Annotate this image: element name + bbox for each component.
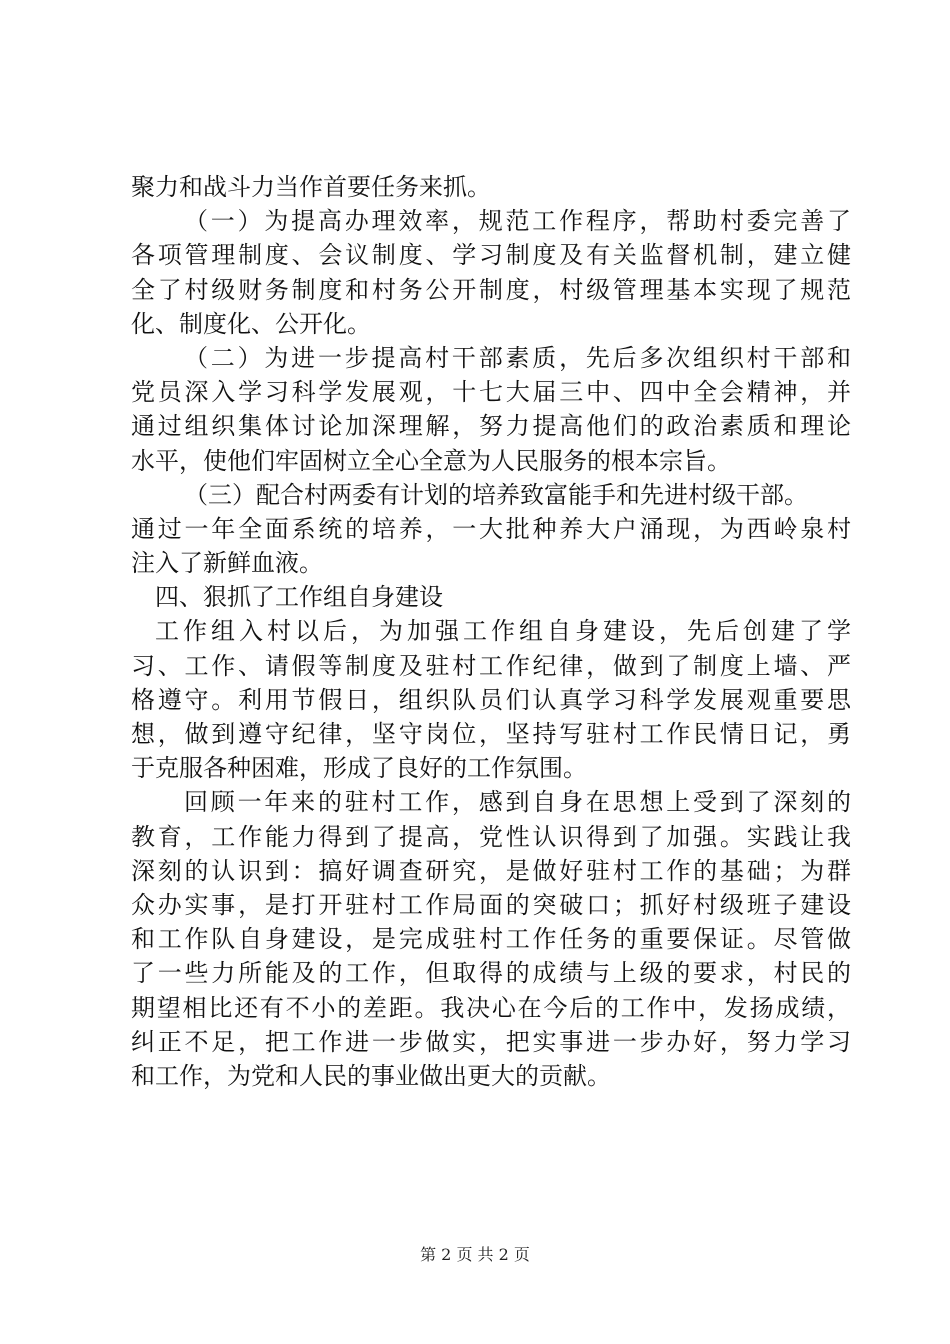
text-line: 纠正不足，把工作进一步做实，把实事进一步办好，努力学习 — [131, 1027, 851, 1056]
text-line: 习、工作、请假等制度及驻村工作纪律，做到了制度上墙、严 — [131, 651, 851, 680]
text-line: 了一些力所能及的工作，但取得的成绩与上级的要求，村民的 — [131, 959, 851, 988]
text-line: 水平，使他们牢固树立全心全意为人民服务的根本宗旨。 — [131, 446, 731, 475]
text-line: 注入了新鲜血液。 — [131, 549, 323, 578]
text-line: 通过组织集体讨论加深理解，努力提高他们的政治素质和理论 — [131, 412, 851, 441]
text-line: 回顾一年来的驻村工作，感到自身在思想上受到了深刻的 — [184, 788, 851, 817]
section-heading: 四、狠抓了工作组自身建设 — [155, 583, 443, 612]
page-number-footer: 第 2 页 共 2 页 — [420, 1245, 530, 1264]
text-line: 工作组入村以后，为加强工作组自身建设，先后创建了学 — [155, 617, 851, 646]
text-line: 和工作，为党和人民的事业做出更大的贡献。 — [131, 1061, 611, 1090]
text-line: （三）配合村两委有计划的培养致富能手和先进村级干部。 — [184, 480, 808, 509]
text-line: （一）为提高办理效率，规范工作程序，帮助村委完善了 — [184, 207, 851, 236]
text-line: 和工作队自身建设，是完成驻村工作任务的重要保证。尽管做 — [131, 925, 851, 954]
text-line: 期望相比还有不小的差距。我决心在今后的工作中，发扬成绩， — [131, 993, 851, 1022]
text-line: 通过一年全面系统的培养，一大批种养大户涌现，为西岭泉村 — [131, 514, 851, 543]
text-line: 想，做到遵守纪律，坚守岗位，坚持写驻村工作民情日记，勇 — [131, 720, 851, 748]
text-line: 教育，工作能力得到了提高，党性认识得到了加强。实践让我 — [131, 822, 851, 851]
text-line: 化、制度化、公开化。 — [131, 309, 371, 338]
text-line: 党员深入学习科学发展观，十七大届三中、四中全会精神，并 — [131, 378, 851, 407]
text-line: 格遵守。利用节假日，组织队员们认真学习科学发展观重要思 — [131, 685, 851, 714]
text-line: 深刻的认识到：搞好调查研究，是做好驻村工作的基础；为群 — [131, 856, 851, 885]
document-body — [131, 170, 851, 1093]
text-line: 于克服各种困难，形成了良好的工作氛围。 — [131, 754, 587, 783]
text-line: 众办实事，是打开驻村工作局面的突破口；抓好村级班子建设 — [131, 890, 851, 919]
text-line: 全了村级财务制度和村务公开制度，村级管理基本实现了规范 — [131, 275, 851, 304]
text-line: 聚力和战斗力当作首要任务来抓。 — [131, 173, 491, 201]
text-line: 各项管理制度、会议制度、学习制度及有关监督机制，建立健 — [131, 241, 851, 270]
text-line: （二）为进一步提高村干部素质，先后多次组织村干部和 — [184, 343, 851, 372]
